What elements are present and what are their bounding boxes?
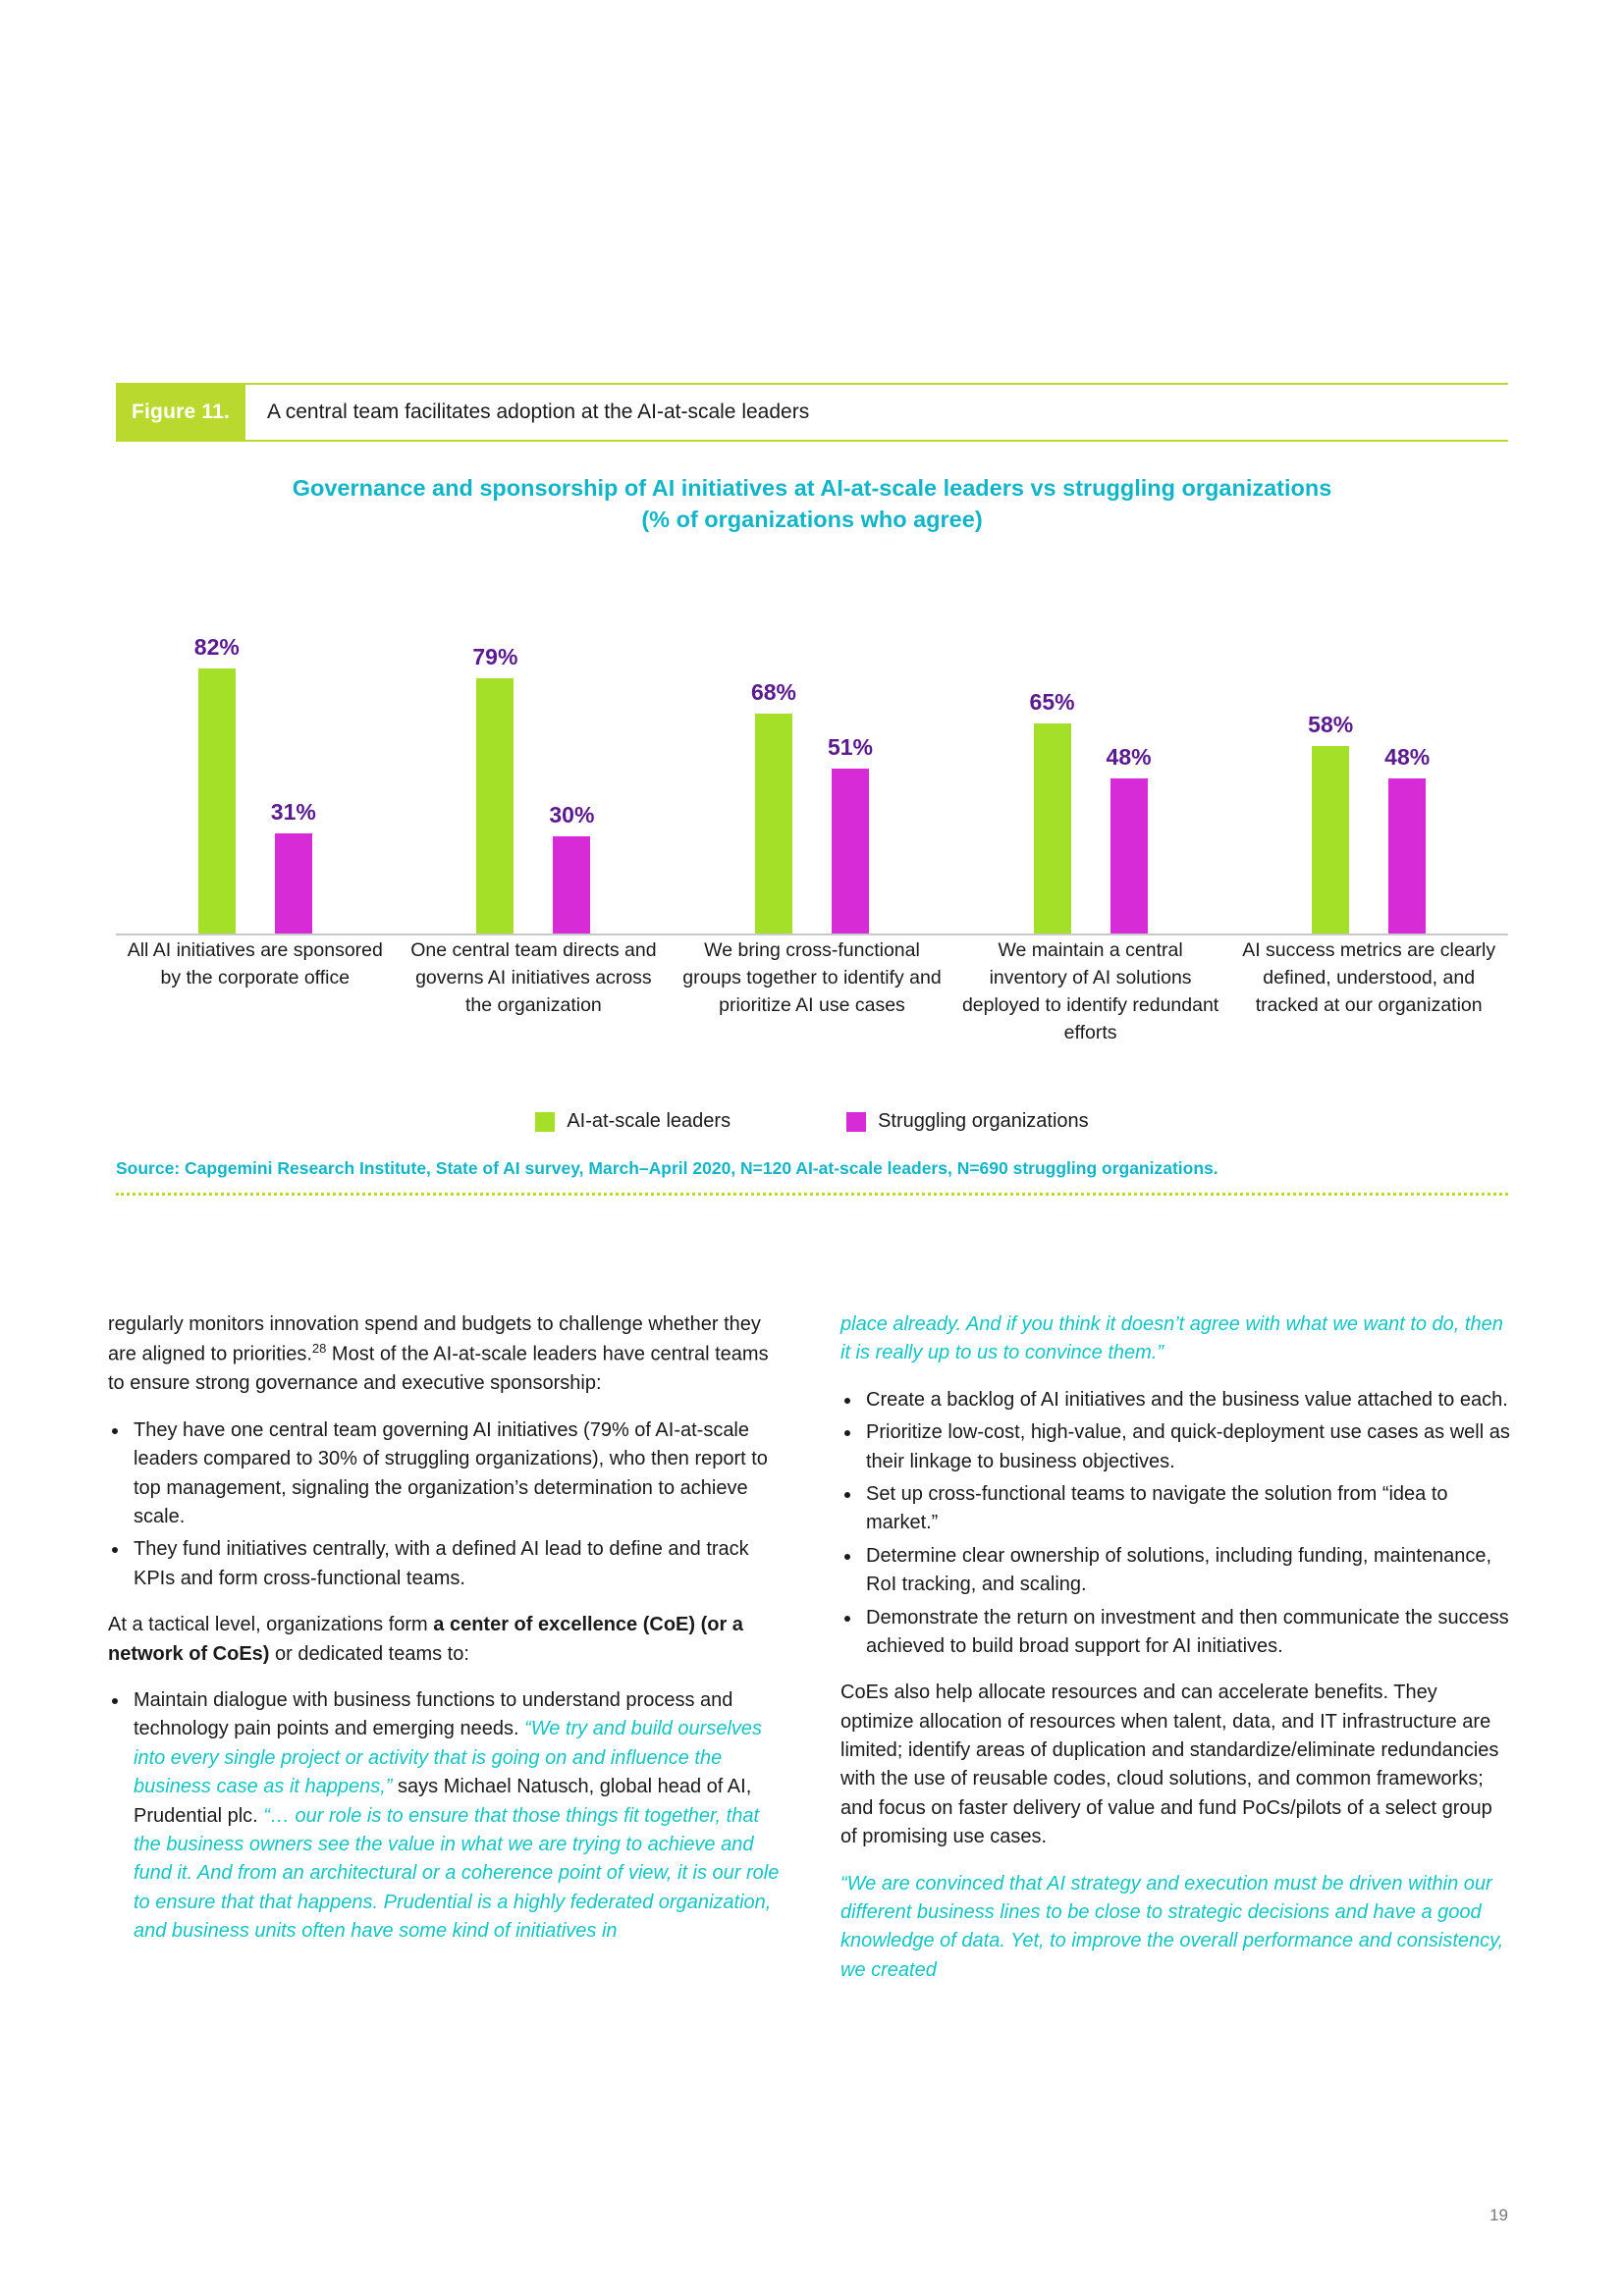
bar-group bbox=[951, 610, 1230, 934]
list-item: • They have one central team governing AI initiatives (79% of AI-at-scale leaders compared to 30% of struggling organizations), who then report to top management, signaling the organization’s determination to achieve scale. bbox=[130, 1416, 780, 1532]
bar-struggling bbox=[553, 836, 590, 934]
left-paragraph-1 bbox=[108, 1310, 780, 1399]
bar-column-leaders bbox=[1029, 610, 1075, 934]
figure-caption: A central team facilitates adoption at the AI-at-scale leaders bbox=[267, 400, 810, 423]
bar-column-struggling bbox=[549, 610, 595, 934]
bar-leaders bbox=[1312, 746, 1349, 934]
category-label: One central team directs and governs AI initiatives across the organization bbox=[410, 939, 657, 1016]
list-item: • Set up cross-functional teams to navigate the solution from “idea to market.” bbox=[862, 1480, 1512, 1538]
figure-source: Source: Capgemini Research Institute, State of AI survey, March–April 2020, N=120 AI-at-scale leaders, N=690 struggling organizations. bbox=[116, 1158, 1218, 1179]
bullet-quote-1: “We try and build ourselves into every single project or activity that is going on and influence the business case as it happens,” bbox=[134, 1718, 763, 1798]
bar-value-label: 79% bbox=[472, 643, 518, 669]
figure-number: Figure 11. bbox=[116, 385, 245, 440]
category-label: All AI initiatives are sponsored by the corporate office bbox=[127, 939, 383, 989]
legend-swatch-icon bbox=[846, 1112, 866, 1132]
bar-leaders bbox=[755, 714, 792, 934]
list-item: • Demonstrate the return on investment and then communicate the success achieved to build broad support for AI initiatives. bbox=[862, 1604, 1512, 1662]
right-column bbox=[840, 1310, 1512, 2002]
figure-bottom-dotted-rule bbox=[116, 1193, 1508, 1196]
right-quote-2: “We are convinced that AI strategy and execution must be driven within our different business lines to be close to strategic decisions and have a good knowledge of data. Yet, to improve the overall performance and consistency, we created bbox=[840, 1872, 1504, 1981]
chart-plot-area bbox=[116, 610, 1508, 935]
left-p1-part-b: Most of the AI-at-scale leaders have central teams to ensure strong governance and executive sponsorship: bbox=[108, 1344, 769, 1395]
right-quote-continued: place already. And if you think it doesn’t agree with what we want to do, then it is really up to us to convince them.” bbox=[840, 1313, 1503, 1364]
bar-group bbox=[395, 610, 674, 934]
bar-struggling bbox=[1388, 778, 1426, 934]
left-p2-bold: a center of excellence (CoE) (or a network of CoEs) bbox=[108, 1614, 743, 1665]
legend-label: Struggling organizations bbox=[878, 1110, 1089, 1133]
legend-swatch-icon bbox=[535, 1112, 555, 1132]
left-column bbox=[108, 1310, 780, 2002]
left-bullet-list bbox=[108, 1416, 780, 1593]
left-paragraph-2 bbox=[108, 1611, 780, 1669]
bar-group bbox=[1229, 610, 1508, 934]
footnote-marker: 28 bbox=[311, 1341, 327, 1357]
bullet-plain-2: says Michael Natusch, global head of AI, Prudential plc. bbox=[134, 1776, 752, 1827]
bar-value-label: 30% bbox=[549, 802, 595, 828]
list-item: • Determine clear ownership of solutions, including funding, maintenance, RoI tracking, and scaling. bbox=[862, 1542, 1512, 1600]
bar-group bbox=[673, 610, 951, 934]
legend-label: AI-at-scale leaders bbox=[567, 1110, 731, 1133]
bar-column-struggling bbox=[827, 610, 874, 934]
bar-struggling bbox=[832, 769, 869, 934]
list-item bbox=[130, 1686, 780, 1947]
category-label: We maintain a central inventory of AI solutions deployed to identify redundant efforts bbox=[961, 939, 1219, 1043]
figure-block bbox=[116, 383, 1508, 1196]
list-item: • Prioritize low-cost, high-value, and quick-deployment use cases as well as their linkage to business objectives. bbox=[862, 1418, 1512, 1476]
bar-struggling bbox=[275, 833, 312, 934]
left-p1-part-a: regularly monitors innovation spend and budgets to challenge whether they are aligned to priorities. bbox=[108, 1313, 761, 1366]
body-text bbox=[108, 1310, 1512, 2002]
bar-value-label: 48% bbox=[1384, 744, 1431, 771]
legend-item-struggling bbox=[846, 1110, 1089, 1133]
bullet-quote-2: “… our role is to ensure that those things fit together, that the business owners see the value in what we are trying to achieve and fund it. And from an architectural or a coherence point of view, it is our role to ensure that that happens. Prudential is a highly federated organization, and business units often have some kind of initiatives in bbox=[134, 1804, 780, 1943]
category-label: We bring cross-functional groups together to identify and prioritize AI use cases bbox=[682, 939, 942, 1016]
right-paragraph-1: CoEs also help allocate resources and can accelerate benefits. They optimize allocation of resources when talent, data, and IT infrastructure are limited; identify areas of duplication and standardize/eliminate redundancies with the use of reusable codes, cloud solutions, and common frameworks; and focus on faster delivery of value and fund PoCs/pilots of a select group of promising use cases. bbox=[840, 1682, 1499, 1848]
chart-legend bbox=[116, 1110, 1508, 1133]
bar-column-struggling bbox=[270, 610, 316, 934]
figure-header-rule bbox=[116, 440, 1508, 442]
bar-value-label: 48% bbox=[1106, 744, 1152, 771]
bar-column-leaders bbox=[472, 610, 518, 934]
bar-leaders bbox=[476, 678, 514, 934]
legend-item-leaders bbox=[535, 1110, 731, 1133]
right-bullet-list bbox=[840, 1386, 1512, 1662]
bar-chart bbox=[116, 553, 1508, 1043]
bar-value-label: 65% bbox=[1029, 688, 1075, 715]
chart-title bbox=[116, 473, 1508, 535]
bar-column-leaders bbox=[193, 610, 240, 934]
figure-header bbox=[116, 385, 1508, 440]
left-bullet-list-2 bbox=[108, 1686, 780, 1947]
bar-value-label: 58% bbox=[1308, 712, 1354, 738]
bar-column-struggling bbox=[1384, 610, 1431, 934]
chart-category-labels bbox=[116, 937, 1508, 1046]
list-item: • They fund initiatives centrally, with a defined AI lead to define and track KPIs and form cross-functional teams. bbox=[130, 1535, 780, 1593]
bar-group bbox=[116, 610, 395, 934]
left-p2-part-a: At a tactical level, organizations form bbox=[108, 1614, 434, 1636]
chart-title-line-2: (% of organizations who agree) bbox=[641, 506, 983, 532]
bar-column-struggling bbox=[1106, 610, 1152, 934]
bar-value-label: 68% bbox=[750, 679, 797, 706]
bar-value-label: 51% bbox=[827, 734, 874, 761]
bar-struggling bbox=[1110, 778, 1148, 934]
bullet-plain-1: Maintain dialogue with business functions to understand process and technology pain points and emerging needs. bbox=[134, 1688, 733, 1740]
page-number: 19 bbox=[1489, 2206, 1508, 2224]
bar-leaders bbox=[198, 668, 236, 934]
bar-value-label: 31% bbox=[270, 799, 316, 826]
list-item: • Create a backlog of AI initiatives and the business value attached to each. bbox=[862, 1386, 1512, 1415]
bar-leaders bbox=[1034, 723, 1071, 934]
left-p2-part-b: or dedicated teams to: bbox=[269, 1642, 469, 1665]
chart-title-line-1: Governance and sponsorship of AI initiatives at AI-at-scale leaders vs struggling organizations bbox=[292, 475, 1332, 501]
bar-value-label: 82% bbox=[193, 633, 240, 660]
bar-column-leaders bbox=[1308, 610, 1354, 934]
bar-column-leaders bbox=[750, 610, 797, 934]
category-label: AI success metrics are clearly defined, understood, and tracked at our organization bbox=[1242, 939, 1496, 1016]
